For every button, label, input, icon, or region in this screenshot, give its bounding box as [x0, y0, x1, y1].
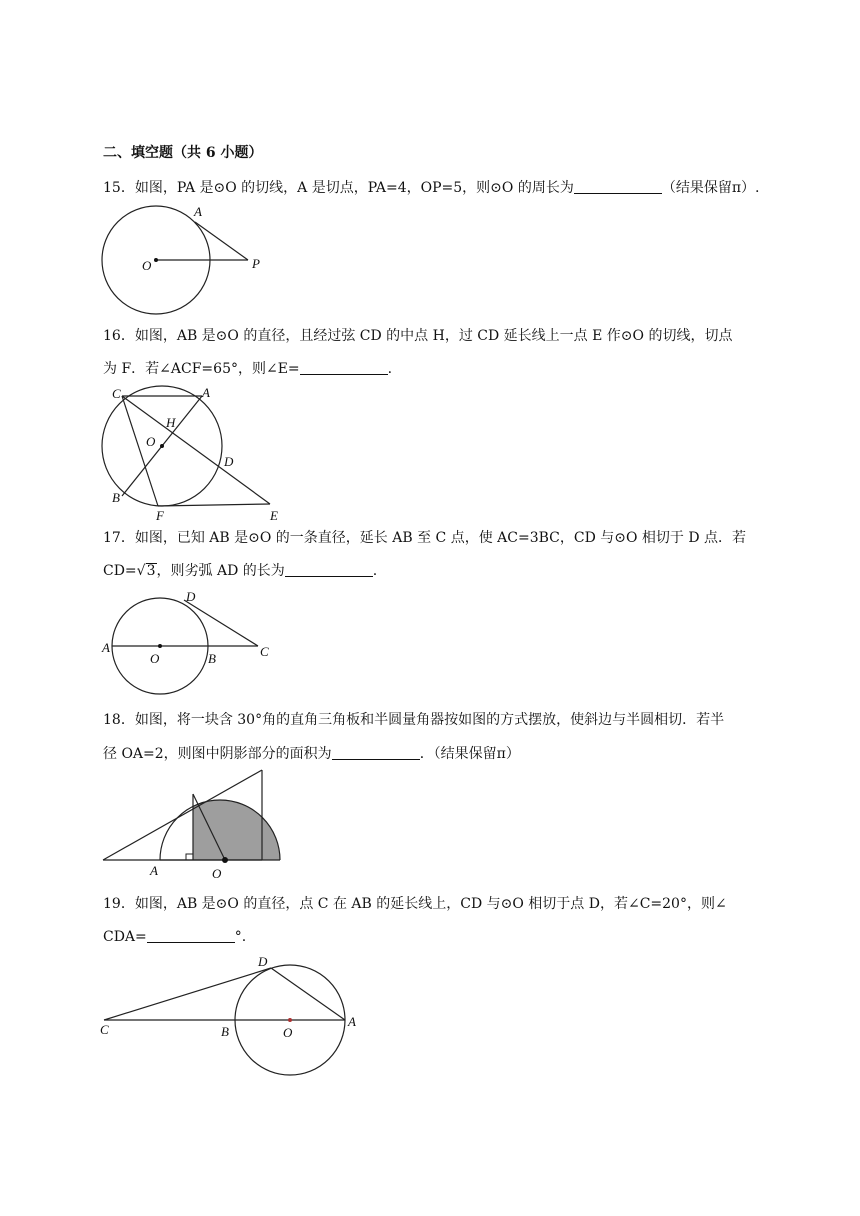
label-E: E [270, 508, 278, 523]
label-F: F [156, 508, 164, 523]
problem-text: ．如图，AB 是⊙O 的直径，且经过弦 CD 的中点 H，过 CD 延长线上一点 E 作⊙O 的切线，切点 [120, 328, 733, 344]
problem-text: ．如图，AB 是⊙O 的直径，点 C 在 AB 的延长线上，CD 与⊙O 相切于点 D，若∠C=20°，则∠ [120, 896, 727, 912]
problem-text: 为 F．若∠ACF=65°，则∠E= [103, 361, 300, 377]
problem-19-line2 [103, 928, 246, 946]
problem-text: ．如图，将一块含 30°角的直角三角板和半圆量角器按如图的方式摆放，使斜边与半圆相切．若半 [120, 712, 725, 728]
problem-text: ．如图，已知 AB 是⊙O 的一条直径，延长 AB 至 C 点，使 AC=3BC，CD 与⊙O 相切于 D 点．若 [120, 530, 747, 546]
label-A: A [102, 640, 110, 655]
figure-18 [100, 766, 290, 881]
problem-19-text [103, 895, 727, 913]
label-C: C [112, 386, 121, 401]
label-C: C [100, 1022, 109, 1037]
label-B: B [112, 490, 120, 505]
problem-18-text [103, 711, 724, 729]
problem-17-line2 [103, 562, 377, 580]
answer-blank[interactable] [332, 745, 420, 760]
label-B: B [221, 1024, 229, 1039]
problem-text: CDA= [103, 929, 147, 945]
figure-15 [100, 200, 270, 315]
answer-blank[interactable] [300, 360, 388, 375]
problem-text: ，则劣弧 AD 的长为 [156, 563, 285, 579]
figure-19 [100, 952, 360, 1074]
label-O: O [212, 866, 222, 881]
problem-text: ．如图，PA 是⊙O 的切线，A 是切点，PA=4，OP=5，则⊙O 的周长为 [120, 180, 574, 196]
label-O: O [150, 651, 160, 666]
problem-number: 15 [103, 180, 121, 196]
label-P: P [252, 256, 260, 271]
problem-16-line2 [103, 360, 392, 378]
problem-text-tail: . [372, 563, 378, 579]
label-A: A [194, 204, 202, 219]
problem-text: 径 OA=2，则图中阴影部分的面积为 [103, 746, 332, 762]
answer-blank[interactable] [147, 928, 235, 943]
label-D: D [186, 589, 196, 604]
label-O: O [146, 434, 156, 449]
problem-17-text [103, 529, 746, 547]
label-A: A [348, 1014, 356, 1029]
problem-15-text [103, 179, 759, 197]
problem-18-line2 [103, 745, 520, 763]
label-O: O [142, 258, 152, 273]
problem-text-tail: ．（结果保留π） [419, 746, 520, 762]
sqrt-argument: 3 [146, 563, 156, 579]
problem-text-tail: °. [234, 929, 247, 945]
label-D: D [258, 954, 268, 969]
problem-text-tail: （结果保留π）. [661, 180, 760, 196]
problem-text-tail: . [387, 361, 393, 377]
problem-number: 17 [103, 530, 121, 546]
problem-16-text [103, 327, 732, 345]
label-O: O [283, 1025, 293, 1040]
sqrt-sign: √ [136, 563, 146, 579]
problem-number: 19 [103, 896, 121, 912]
problem-number: 18 [103, 712, 121, 728]
label-H: H [166, 415, 176, 430]
label-B: B [208, 651, 216, 666]
label-A: A [150, 863, 158, 878]
section-heading: 二、填空题（共 6 小题） [103, 145, 263, 161]
label-C: C [260, 644, 269, 659]
label-D: D [224, 454, 234, 469]
label-A: A [202, 385, 210, 400]
problem-text: CD= [103, 563, 137, 579]
answer-blank[interactable] [285, 562, 373, 577]
figure-16 [100, 380, 300, 523]
problem-number: 16 [103, 328, 121, 344]
figure-17 [100, 584, 280, 694]
answer-blank[interactable] [574, 179, 662, 194]
